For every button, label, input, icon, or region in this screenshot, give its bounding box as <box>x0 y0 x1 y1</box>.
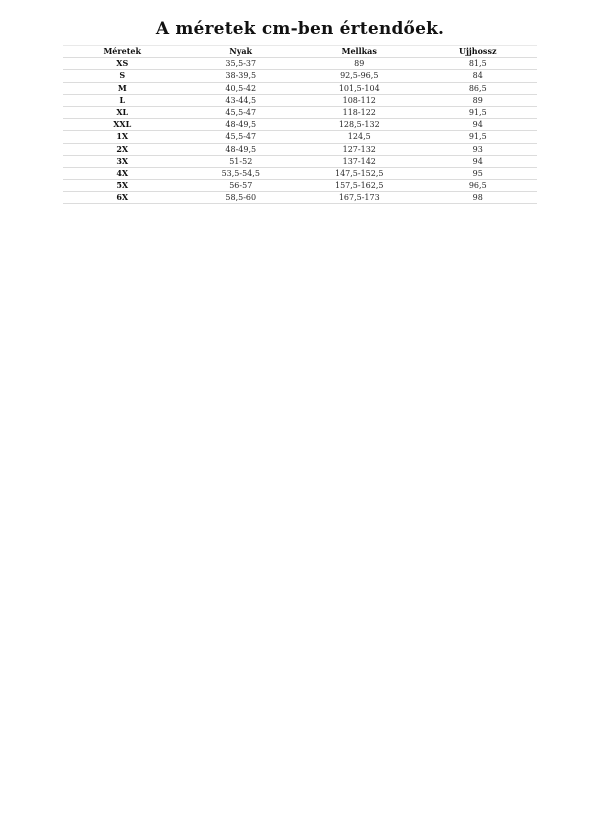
chest-cell: 118-122 <box>300 106 419 118</box>
sleeve-cell: 89 <box>419 94 538 106</box>
size-chart-page <box>0 19 600 819</box>
neck-cell: 38-39,5 <box>182 70 301 82</box>
neck-cell: 35,5-37 <box>182 58 301 70</box>
size-cell: M <box>63 82 182 94</box>
table-row <box>63 180 537 192</box>
table-row <box>63 192 537 204</box>
size-cell: 4X <box>63 167 182 179</box>
sleeve-cell: 93 <box>419 143 538 155</box>
chest-cell: 108-112 <box>300 94 419 106</box>
table-row <box>63 106 537 118</box>
column-header-chest: Mellkas <box>300 46 419 58</box>
table-row <box>63 119 537 131</box>
sleeve-cell: 91,5 <box>419 106 538 118</box>
column-header-neck: Nyak <box>182 46 301 58</box>
size-cell: XS <box>63 58 182 70</box>
size-cell: 5X <box>63 180 182 192</box>
size-cell: L <box>63 94 182 106</box>
sleeve-cell: 94 <box>419 119 538 131</box>
size-cell: 1X <box>63 131 182 143</box>
sleeve-cell: 98 <box>419 192 538 204</box>
neck-cell: 53,5-54,5 <box>182 167 301 179</box>
table-row <box>63 143 537 155</box>
neck-cell: 45,5-47 <box>182 106 301 118</box>
chest-cell: 92,5-96,5 <box>300 70 419 82</box>
sleeve-cell: 94 <box>419 155 538 167</box>
chest-cell: 137-142 <box>300 155 419 167</box>
table-row <box>63 94 537 106</box>
size-cell: 2X <box>63 143 182 155</box>
size-cell: S <box>63 70 182 82</box>
page-title: A méretek cm-ben értendőek. <box>155 19 445 39</box>
chest-cell: 89 <box>300 58 419 70</box>
neck-cell: 51-52 <box>182 155 301 167</box>
size-cell: XL <box>63 106 182 118</box>
table-row <box>63 70 537 82</box>
chest-cell: 128,5-132 <box>300 119 419 131</box>
sleeve-cell: 91,5 <box>419 131 538 143</box>
table-header-row <box>63 46 537 58</box>
sleeve-cell: 84 <box>419 70 538 82</box>
neck-cell: 48-49,5 <box>182 119 301 131</box>
table-row <box>63 58 537 70</box>
neck-cell: 56-57 <box>182 180 301 192</box>
sleeve-cell: 96,5 <box>419 180 538 192</box>
column-header-sleeve: Ujjhossz <box>419 46 538 58</box>
neck-cell: 58,5-60 <box>182 192 301 204</box>
table-row <box>63 167 537 179</box>
chest-cell: 101,5-104 <box>300 82 419 94</box>
column-header-sizes: Méretek <box>63 46 182 58</box>
size-cell: 3X <box>63 155 182 167</box>
chest-cell: 124,5 <box>300 131 419 143</box>
sleeve-cell: 95 <box>419 167 538 179</box>
table-row <box>63 131 537 143</box>
size-cell: 6X <box>63 192 182 204</box>
neck-cell: 43-44,5 <box>182 94 301 106</box>
size-chart-table <box>63 45 537 204</box>
neck-cell: 48-49,5 <box>182 143 301 155</box>
size-cell: XXL <box>63 119 182 131</box>
table-row <box>63 82 537 94</box>
neck-cell: 45,5-47 <box>182 131 301 143</box>
chest-cell: 147,5-152,5 <box>300 167 419 179</box>
sleeve-cell: 86,5 <box>419 82 538 94</box>
chest-cell: 157,5-162,5 <box>300 180 419 192</box>
chest-cell: 167,5-173 <box>300 192 419 204</box>
chest-cell: 127-132 <box>300 143 419 155</box>
table-row <box>63 155 537 167</box>
sleeve-cell: 81,5 <box>419 58 538 70</box>
neck-cell: 40,5-42 <box>182 82 301 94</box>
